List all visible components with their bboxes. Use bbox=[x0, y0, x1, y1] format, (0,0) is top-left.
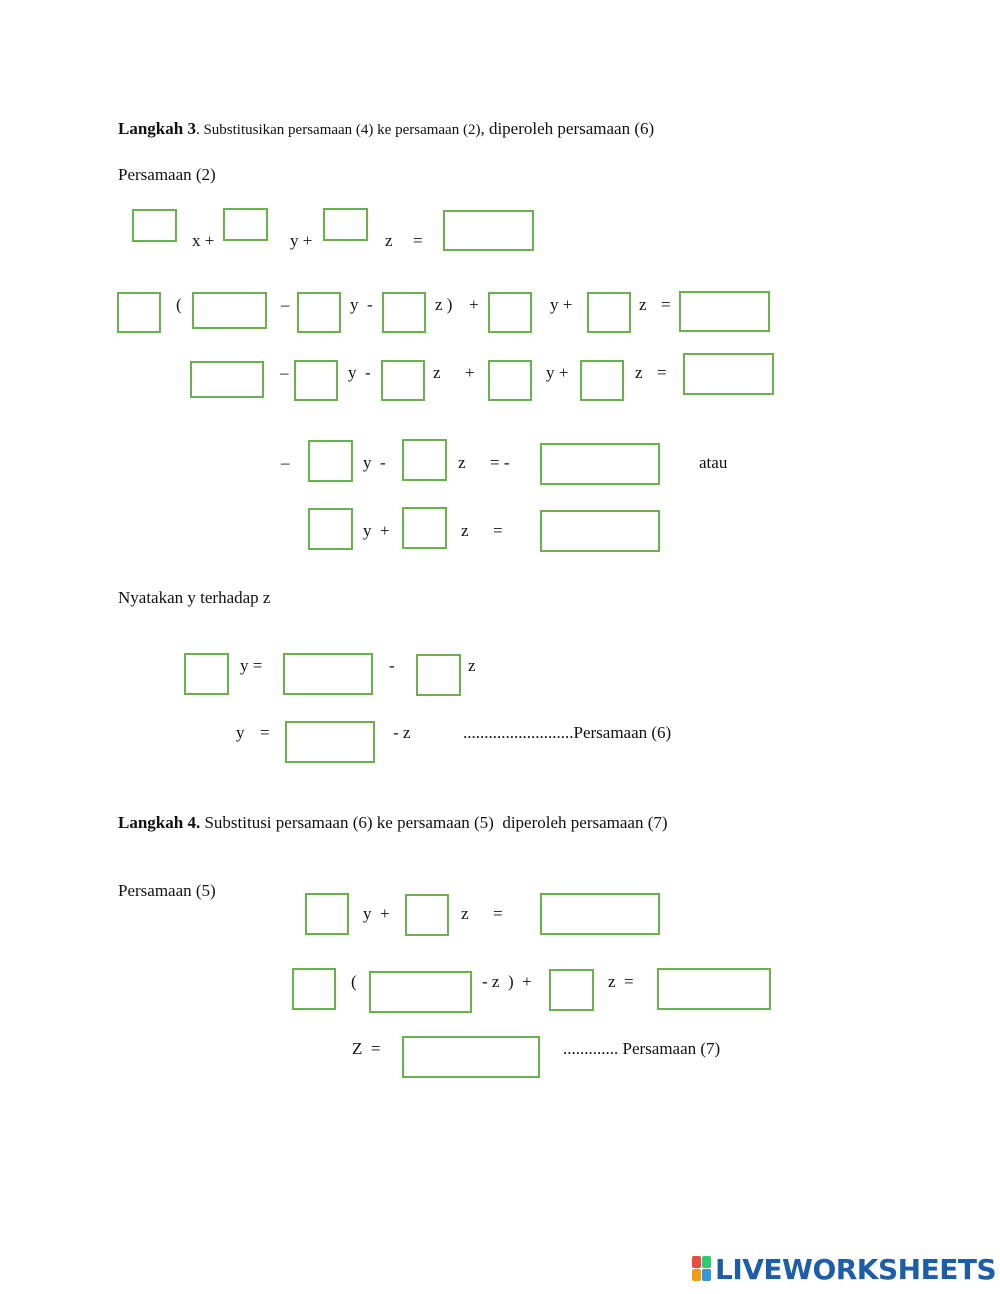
express-constant-input[interactable] bbox=[283, 653, 373, 695]
y-term: y + bbox=[363, 904, 390, 923]
eq7-expr-input[interactable] bbox=[369, 971, 472, 1013]
row4-constant-input[interactable] bbox=[540, 443, 660, 485]
step3-label: Langkah 3 bbox=[118, 119, 196, 138]
z-value-input[interactable] bbox=[402, 1036, 540, 1078]
y-term: y - bbox=[363, 453, 386, 472]
logo-text: LIVEWORKSHEETS bbox=[715, 1252, 997, 1286]
row3-y-coef-input[interactable] bbox=[294, 360, 338, 401]
minus-sign: – bbox=[281, 295, 290, 314]
z-term: z bbox=[458, 453, 466, 472]
row3-expr-input[interactable] bbox=[190, 361, 264, 398]
y-equals: y = bbox=[240, 656, 263, 675]
y-term: y + bbox=[290, 231, 313, 250]
z-term: z bbox=[635, 363, 643, 382]
liveworksheets-logo bbox=[692, 1252, 996, 1286]
equals-negative: = - bbox=[490, 453, 510, 472]
equals-sign: = bbox=[661, 295, 671, 314]
equation6-result-label: ..........................Persamaan (6) bbox=[463, 723, 672, 742]
express-coef-input[interactable] bbox=[184, 653, 229, 695]
eq7-z-coef-input[interactable] bbox=[549, 969, 594, 1011]
row2-z2-coef-input[interactable] bbox=[587, 292, 631, 333]
plus-sign: + bbox=[469, 295, 479, 314]
z-equals: z = bbox=[608, 972, 634, 991]
minus-sign: – bbox=[281, 453, 290, 472]
z-term: z bbox=[433, 363, 441, 382]
row2-y2-coef-input[interactable] bbox=[488, 292, 532, 333]
step3-text-b: , diperoleh persamaan (6) bbox=[480, 119, 655, 138]
equals-sign: = bbox=[657, 363, 667, 382]
row2-z-coef-input[interactable] bbox=[382, 292, 426, 333]
step3-text-a: . Substitusikan persamaan (4) ke persamaan (2) bbox=[195, 122, 481, 138]
y-term: y - bbox=[350, 295, 373, 314]
y-term: y - bbox=[348, 363, 371, 382]
eq5-constant-input[interactable] bbox=[540, 893, 660, 935]
equals-sign: = bbox=[493, 904, 503, 923]
equals-sign: = bbox=[260, 723, 270, 742]
open-paren: ( bbox=[176, 295, 182, 314]
minus-sign: - bbox=[389, 656, 395, 675]
express-z-coef-input[interactable] bbox=[416, 654, 461, 696]
row2-expr-input[interactable] bbox=[192, 292, 267, 329]
row5-constant-input[interactable] bbox=[540, 510, 660, 552]
minus-z: - z bbox=[393, 723, 411, 742]
equation7-result-label: ............. Persamaan (7) bbox=[563, 1039, 721, 1058]
row2-coef-input[interactable] bbox=[117, 292, 161, 333]
equation5-label: Persamaan (5) bbox=[118, 881, 216, 900]
row4-z-coef-input[interactable] bbox=[402, 439, 447, 481]
step4-label: Langkah 4. bbox=[118, 813, 201, 832]
y-term: y bbox=[236, 723, 245, 742]
equals-sign: = bbox=[493, 521, 503, 540]
z-term: z bbox=[468, 656, 476, 675]
z-term: z bbox=[639, 295, 647, 314]
coef-y-input[interactable] bbox=[223, 208, 268, 241]
row2-y-coef-input[interactable] bbox=[297, 292, 341, 333]
eq5-z-coef-input[interactable] bbox=[405, 894, 449, 936]
y-term: y + bbox=[546, 363, 569, 382]
step4-heading bbox=[118, 814, 668, 831]
minus-z-close-plus: - z ) + bbox=[482, 972, 532, 991]
row5-z-coef-input[interactable] bbox=[402, 507, 447, 549]
z-term: z bbox=[461, 521, 469, 540]
x-term: x + bbox=[192, 231, 215, 250]
row4-y-coef-input[interactable] bbox=[308, 440, 353, 482]
z-term: z bbox=[461, 904, 469, 923]
z-close-paren: z ) bbox=[435, 295, 453, 314]
express-y-label: Nyatakan y terhadap z bbox=[118, 588, 271, 607]
row3-z-coef-input[interactable] bbox=[381, 360, 425, 401]
step3-heading bbox=[118, 120, 654, 138]
atau-label: atau bbox=[699, 453, 728, 472]
plus-sign: + bbox=[465, 363, 475, 382]
constant-input[interactable] bbox=[443, 210, 534, 251]
row3-y2-coef-input[interactable] bbox=[488, 360, 532, 401]
liveworksheets-logo-icon bbox=[692, 1256, 712, 1282]
row3-constant-input[interactable] bbox=[683, 353, 774, 395]
eq7-coef-input[interactable] bbox=[292, 968, 336, 1010]
row2-constant-input[interactable] bbox=[679, 291, 770, 332]
open-paren: ( bbox=[351, 972, 357, 991]
z-term: z bbox=[385, 231, 393, 250]
equation2-label: Persamaan (2) bbox=[118, 165, 216, 184]
y-term: y + bbox=[363, 521, 390, 540]
eq7-constant-input[interactable] bbox=[657, 968, 771, 1010]
step4-text: Substitusi persamaan (6) ke persamaan (5) diperoleh persamaan (7) bbox=[200, 813, 668, 832]
eq5-y-coef-input[interactable] bbox=[305, 893, 349, 935]
eq6-constant-input[interactable] bbox=[285, 721, 375, 763]
y-term: y + bbox=[550, 295, 573, 314]
equals-sign: = bbox=[413, 231, 423, 250]
row3-z2-coef-input[interactable] bbox=[580, 360, 624, 401]
coef-x-input[interactable] bbox=[132, 209, 177, 242]
minus-sign: – bbox=[280, 363, 289, 382]
row5-y-coef-input[interactable] bbox=[308, 508, 353, 550]
coef-z-input[interactable] bbox=[323, 208, 368, 241]
Z-equals: Z = bbox=[352, 1039, 381, 1058]
